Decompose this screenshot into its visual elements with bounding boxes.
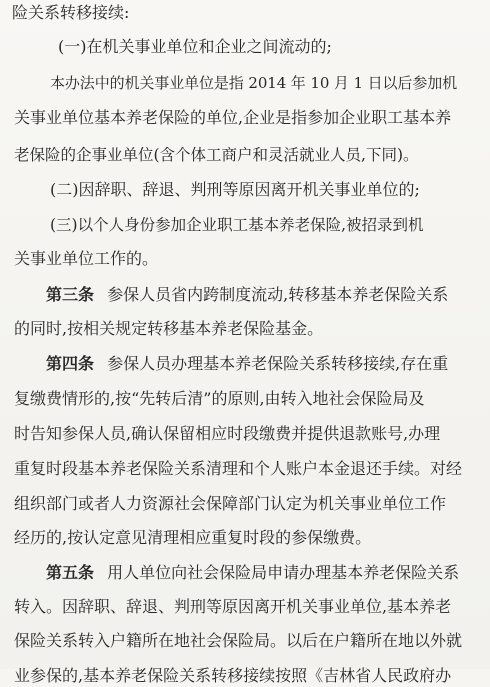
line-text: 时告知参保人员,确认保留相应时段缴费并提供退款账号,办理 <box>14 424 441 443</box>
line-text: 参保人员省内跨制度流动,转移基本养老保险关系 <box>107 285 449 304</box>
line-text: (一)在机关事业单位和企业之间流动的; <box>58 37 332 56</box>
text-line-18 <box>14 596 451 618</box>
article-number: 第四条 <box>46 354 95 373</box>
text-line-15 <box>14 493 446 515</box>
line-text: (二)因辞职、辞退、判刑等原因离开机关事业单位的; <box>50 180 420 199</box>
text-line-1 <box>12 2 129 24</box>
article-5-line-1 <box>46 562 459 584</box>
line-text: 关事业单位工作的。 <box>14 249 159 268</box>
text-line-19 <box>14 630 462 652</box>
article-4-line-1 <box>46 353 448 375</box>
article-3-line-1 <box>46 284 448 306</box>
line-text: 的同时,按相关规定转移基本养老保险基金。 <box>14 319 324 338</box>
line-text: 用人单位向社会保险局申请办理基本养老保险关系 <box>107 563 460 582</box>
line-text: 关事业单位基本养老保险的单位,企业是指参加企业职工基本养 <box>14 108 452 127</box>
article-number: 第三条 <box>46 285 95 304</box>
text-line-16 <box>14 527 371 549</box>
text-line-10 <box>14 318 323 340</box>
article-number: 第五条 <box>46 563 95 582</box>
line-text: 重复时段基本养老保险关系清理和个人账户本金退还手续。对经 <box>14 459 463 478</box>
text-line-7 <box>50 214 424 236</box>
line-text: 老保险的企事业单位(含个体工商户和灵活就业人员,下同)。 <box>14 146 419 164</box>
text-line-13 <box>14 423 440 445</box>
text-line-20 <box>14 665 451 687</box>
text-line-2 <box>58 36 332 58</box>
text-line-14 <box>14 458 462 480</box>
line-text: 业参保的,基本养老保险关系转移接续按照《吉林省人民政府办 <box>14 666 452 685</box>
text-line-3 <box>50 72 457 94</box>
line-text: 组织部门或者人力资源社会保障部门认定为机关事业单位工作 <box>14 494 447 513</box>
line-text: 参保人员办理基本养老保险关系转移接续,存在重 <box>107 354 449 373</box>
line-text: 转入。因辞职、辞退、判刑等原因离开机关事业单位,基本养老 <box>14 597 452 616</box>
text-line-5 <box>14 144 419 166</box>
line-text: 经历的,按认定意见清理相应重复时段的参保缴费。 <box>14 528 372 547</box>
line-text: 保险关系转入户籍所在地社会保险局。以后在户籍所在地以外就 <box>14 631 463 650</box>
text-line-6 <box>50 179 420 201</box>
line-text: (三)以个人身份参加企业职工基本养老保险,被招录到机 <box>50 216 424 234</box>
line-text: 本办法中的机关事业单位是指 2014 年 10 月 1 日以后参加机 <box>50 74 458 92</box>
text-line-8 <box>14 248 158 270</box>
text-line-4 <box>14 107 451 129</box>
line-text: 复缴费情形的,按“先转后清”的原则,由转入地社会保险局及 <box>14 389 425 408</box>
text-line-12 <box>14 388 425 410</box>
line-text: 险关系转移接续: <box>12 3 130 22</box>
